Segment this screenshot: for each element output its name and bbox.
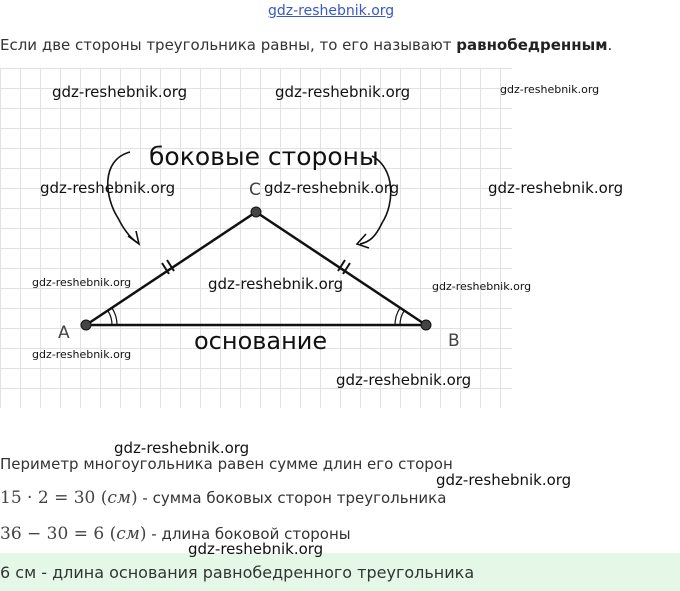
watermark: gdz-reshebnik.org [188,540,324,558]
side-ac [86,212,256,325]
left-curved-arrow [108,152,138,243]
watermark: gdz-reshebnik.org [208,275,344,293]
watermark: gdz-reshebnik.org [275,83,411,101]
watermark: gdz-reshebnik.org [432,280,532,293]
watermark: gdz-reshebnik.org [52,83,188,101]
line1-expression: 15 · 2 = 30 (см) [0,488,138,508]
perimeter-rule: Периметр многоугольника равен сумме длин его сторон [0,455,453,473]
watermark: gdz-reshebnik.org [336,371,472,389]
intro-text [0,36,612,54]
top-watermark-link[interactable]: gdz-reshebnik.org [268,3,395,19]
vertex-c-point [251,207,261,217]
vertex-b-label: B [448,331,460,351]
watermark: gdz-reshebnik.org [32,348,132,361]
intro-bold-term: равнобедренным [456,36,608,54]
watermark: gdz-reshebnik.org [114,439,250,457]
line1-description: - сумма боковых сторон треугольника [137,489,447,507]
line2-description: - длина боковой стороны [146,525,351,543]
watermark: gdz-reshebnik.org [264,179,400,197]
intro-main: Если две стороны треугольника равны, то его называют [0,36,457,54]
watermark: gdz-reshebnik.org [32,276,132,289]
vertex-c-label: C [249,180,261,200]
answer-text: 6 см - длина основания равнобедренного треугольника [0,563,475,582]
watermark: gdz-reshebnik.org [436,471,572,489]
side-cb [256,212,426,325]
vertex-b-point [421,320,431,330]
line2-expression: 36 − 30 = 6 (см) [0,524,147,544]
base-label: основание [194,327,328,355]
watermark: gdz-reshebnik.org [500,83,600,96]
sides-label: боковые стороны [149,142,379,171]
solution-line-1 [0,488,446,508]
vertex-a-label: A [58,323,70,343]
intro-period: . [607,36,613,54]
watermark: gdz-reshebnik.org [40,179,176,197]
watermark: gdz-reshebnik.org [488,179,624,197]
left-arrowhead [128,231,139,244]
vertex-a-point [81,320,91,330]
